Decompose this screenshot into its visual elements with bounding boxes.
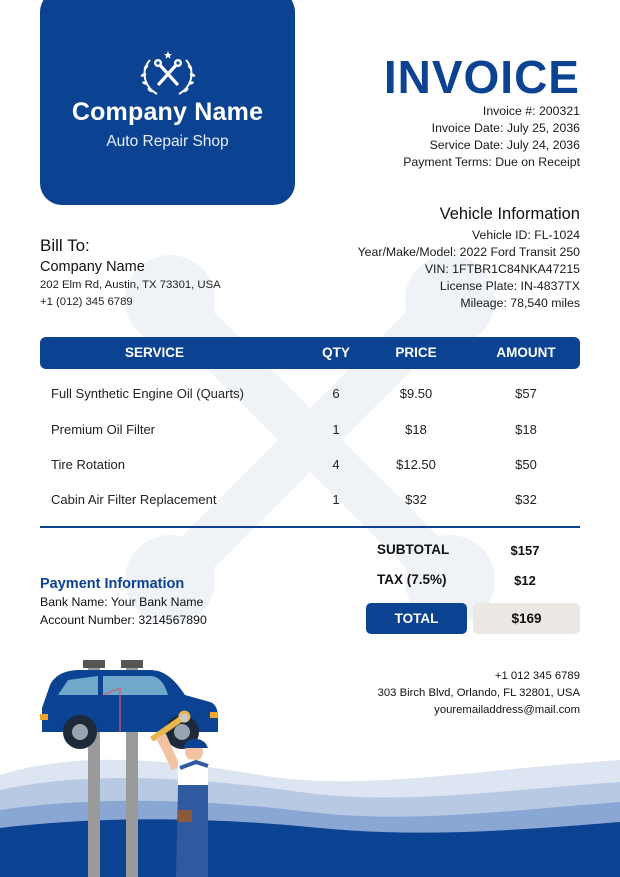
row-amount: $32	[515, 492, 537, 507]
row-service: Tire Rotation	[51, 457, 125, 472]
tax-value: $12	[514, 573, 536, 588]
invoice-number: Invoice #: 200321	[482, 104, 580, 118]
vehicle-info	[358, 227, 580, 312]
invoice-meta	[403, 103, 580, 171]
row-service: Premium Oil Filter	[51, 422, 156, 437]
vehicle-id: Vehicle ID: FL-1024	[472, 228, 580, 242]
row-qty: 1	[332, 422, 340, 437]
service-date: Service Date: July 24, 2036	[429, 138, 580, 152]
row-price: $18	[405, 422, 427, 437]
col-qty: QTY	[322, 345, 350, 360]
vehicle-vin: VIN: 1FTBR1C84NKA47215	[424, 262, 580, 276]
company-brand-card	[40, 0, 295, 205]
vehicle-mileage: Mileage: 78,540 miles	[460, 296, 580, 310]
contact-phone: +1 012 345 6789	[494, 670, 580, 682]
invoice-title: INVOICE	[383, 51, 580, 103]
row-price: $12.50	[396, 457, 436, 472]
table-divider	[40, 526, 580, 528]
mechanic-car-lift-illustration	[0, 650, 620, 877]
row-service: Full Synthetic Engine Oil (Quarts)	[51, 386, 244, 401]
subtotal-value: $157	[510, 543, 540, 558]
row-qty: 6	[332, 386, 340, 401]
tax-label: TAX (7.5%)	[377, 572, 447, 587]
contact-address: 303 Birch Blvd, Orlando, FL 32801, USA	[377, 687, 580, 699]
company-tagline: Auto Repair Shop	[106, 133, 229, 150]
col-amount: AMOUNT	[496, 345, 556, 360]
row-amount: $18	[515, 422, 537, 437]
vehicle-ymm: Year/Make/Model: 2022 Ford Transit 250	[357, 245, 580, 259]
row-price: $32	[405, 492, 427, 507]
payment-info-title: Payment Information	[40, 576, 185, 592]
payment-terms: Payment Terms: Due on Receipt	[403, 155, 580, 169]
row-service: Cabin Air Filter Replacement	[51, 492, 217, 507]
subtotal-label: SUBTOTAL	[377, 542, 450, 557]
invoice-date: Invoice Date: July 25, 2036	[431, 121, 580, 135]
account-number: Account Number: 3214567890	[40, 613, 207, 627]
bill-to-phone: +1 (012) 345 6789	[40, 296, 133, 308]
row-qty: 1	[332, 492, 340, 507]
bill-to-title: Bill To:	[40, 236, 90, 255]
contact-email: youremailaddress@mail.com	[434, 704, 580, 716]
row-amount: $50	[515, 457, 537, 472]
bill-to-address: 202 Elm Rd, Austin, TX 73301, USA	[40, 279, 221, 291]
bill-to-name: Company Name	[40, 259, 145, 275]
table-row	[40, 457, 580, 477]
table-row	[40, 386, 580, 406]
table-row	[40, 492, 580, 512]
col-price: PRICE	[395, 345, 437, 360]
col-service: SERVICE	[125, 345, 185, 360]
company-name: Company Name	[71, 98, 264, 126]
row-price: $9.50	[399, 386, 433, 401]
crossed-wrenches-laurel-icon	[137, 48, 199, 100]
total-value: $169	[473, 603, 580, 634]
total-label: TOTAL	[366, 603, 467, 634]
row-amount: $57	[515, 386, 537, 401]
row-qty: 4	[332, 457, 340, 472]
bank-name: Bank Name: Your Bank Name	[40, 595, 204, 609]
vehicle-info-title: Vehicle Information	[439, 205, 580, 223]
services-table-header	[40, 337, 580, 369]
table-row	[40, 422, 580, 442]
vehicle-plate: License Plate: IN-4837TX	[439, 279, 580, 293]
